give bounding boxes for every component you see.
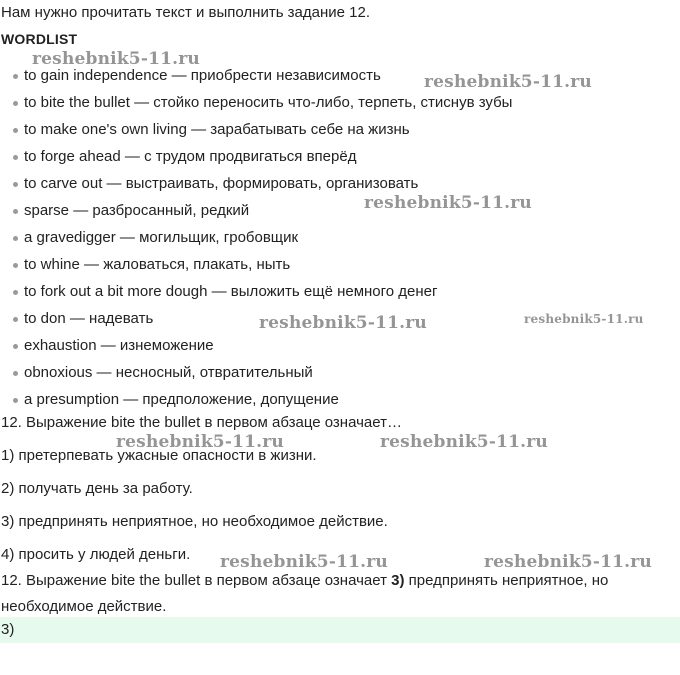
option-2: 2) получать день за работу. xyxy=(1,480,193,497)
wordlist-item: to whine — жаловаться, плакать, ныть xyxy=(12,255,512,282)
question-text: 12. Выражение bite the bullet в первом абзаце означает… xyxy=(1,414,402,431)
wordlist-heading: WORDLIST xyxy=(1,31,78,47)
watermark: reshebnik5-11.ru xyxy=(364,193,532,213)
watermark: reshebnik5-11.ru xyxy=(380,432,548,452)
answer-explanation xyxy=(1,568,676,620)
intro-text: Нам нужно прочитать текст и выполнить задание 12. xyxy=(1,4,371,21)
watermark: reshebnik5-11.ru xyxy=(259,313,427,333)
answer-prefix: 12. Выражение bite the bullet в первом абзаце означает xyxy=(1,572,392,589)
wordlist xyxy=(12,66,512,417)
option-3: 3) предпринять неприятное, но необходимое действие. xyxy=(1,513,388,530)
wordlist-item: sparse — разбросанный, редкий xyxy=(12,201,512,228)
watermark: reshebnik5-11.ru xyxy=(116,432,284,452)
wordlist-item: a gravedigger — могильщик, гробовщик xyxy=(12,228,512,255)
wordlist-item: to fork out a bit more dough — выложить ещё немного денег xyxy=(12,282,512,309)
wordlist-item: to carve out — выстраивать, формировать, организовать xyxy=(12,174,512,201)
watermark: reshebnik5-11.ru xyxy=(524,312,644,326)
wordlist-item: to bite the bullet — стойко переносить что-либо, терпеть, стиснув зубы xyxy=(12,93,512,120)
answer-choice: 3) xyxy=(391,572,405,589)
wordlist-item: to don — надевать xyxy=(12,309,512,336)
wordlist-item: a presumption — предположение, допущение xyxy=(12,390,512,417)
wordlist-item: obnoxious — несносный, отвратительный xyxy=(12,363,512,390)
wordlist-item: to forge ahead — с трудом продвигаться вперёд xyxy=(12,147,512,174)
watermark: reshebnik5-11.ru xyxy=(32,49,200,69)
final-answer-bar xyxy=(0,617,680,643)
option-1: 1) претерпевать ужасные опасности в жизни. xyxy=(1,447,317,464)
watermark: reshebnik5-11.ru xyxy=(424,72,592,92)
wordlist-item: to gain independence — приобрести независимость xyxy=(12,66,512,93)
wordlist-item: to make one's own living — зарабатывать себе на жизнь xyxy=(12,120,512,147)
watermark: reshebnik5-11.ru xyxy=(220,552,388,572)
answer-suffix: предпринять неприятное, но необходимое действие. xyxy=(1,572,609,615)
watermark: reshebnik5-11.ru xyxy=(484,552,652,572)
option-4: 4) просить у людей деньги. xyxy=(1,546,191,563)
wordlist-item: exhaustion — изнеможение xyxy=(12,336,512,363)
final-answer: 3) xyxy=(1,621,15,638)
